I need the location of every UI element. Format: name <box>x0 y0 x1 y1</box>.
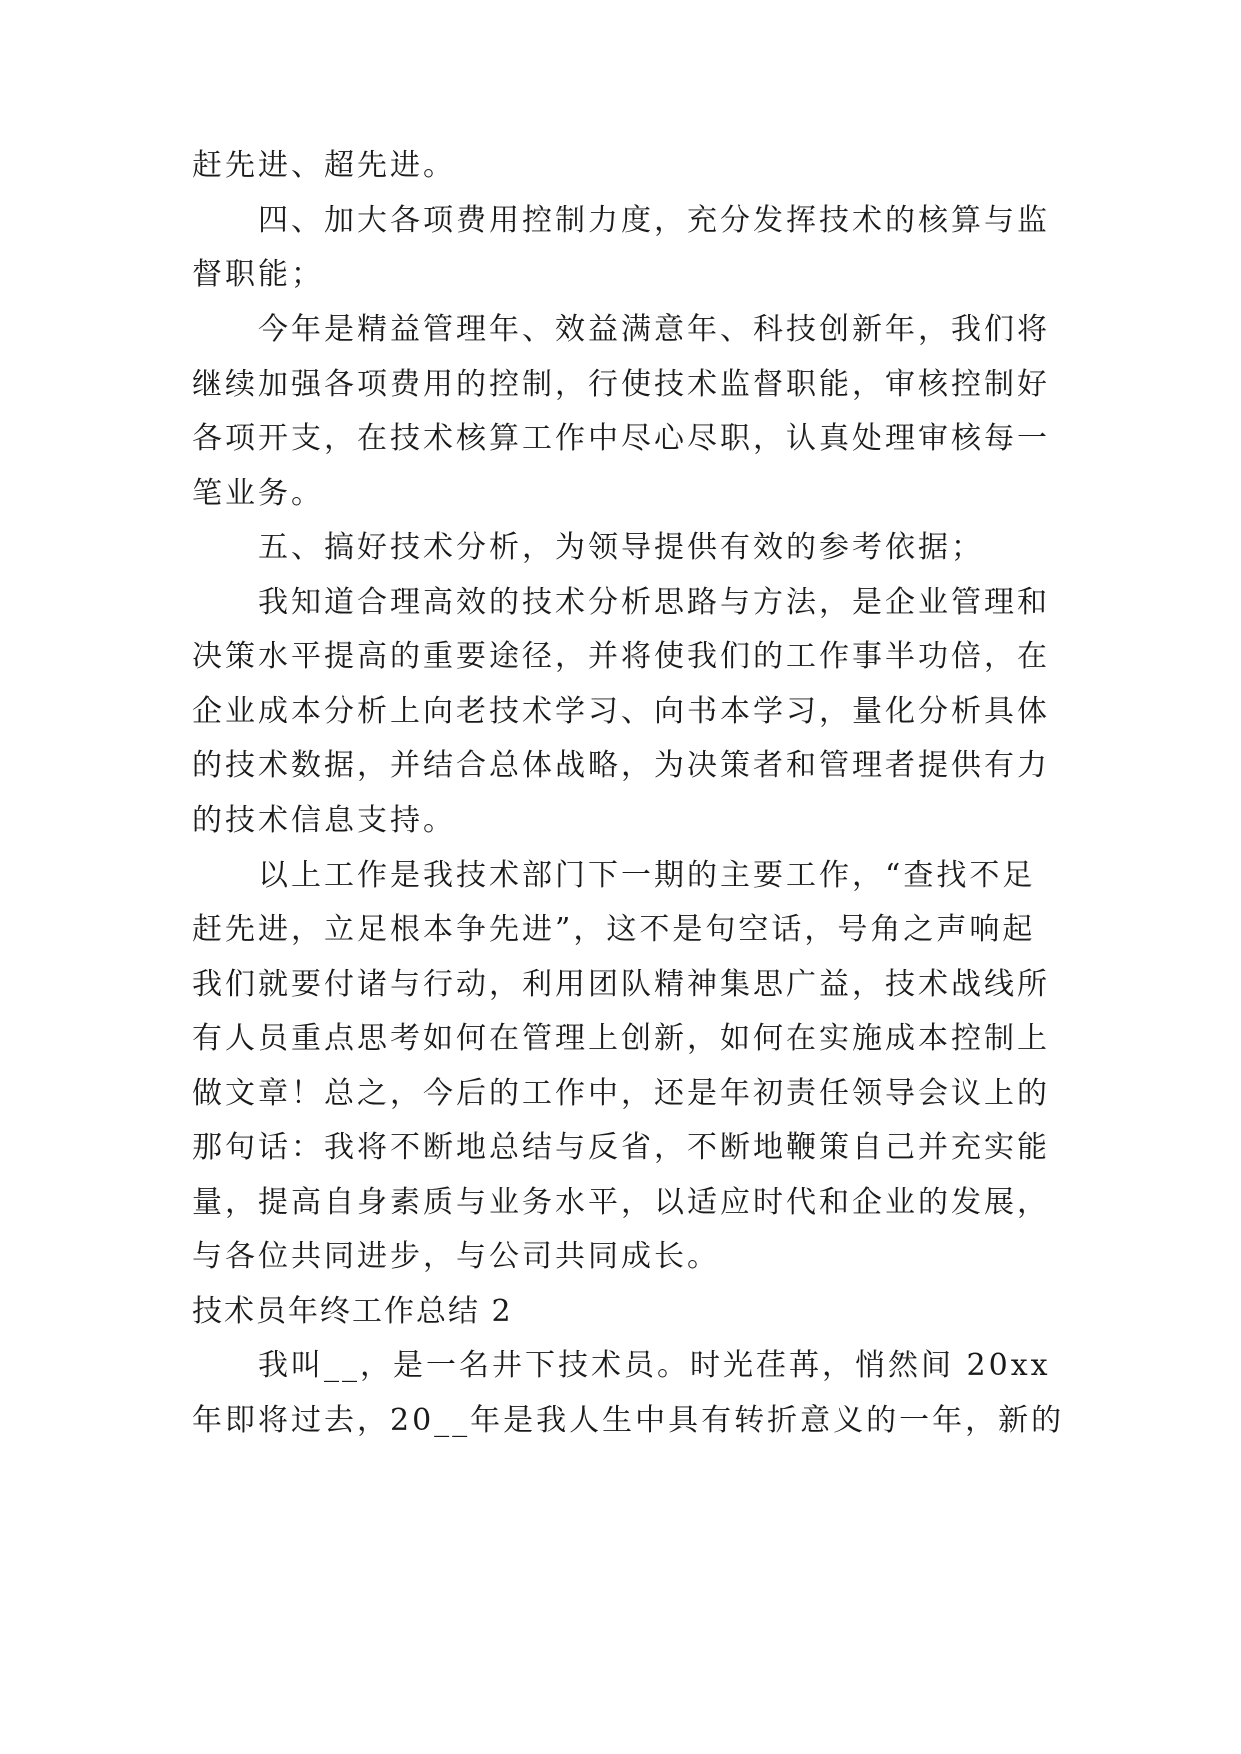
paragraph-line: 五、搞好技术分析，为领导提供有效的参考依据； <box>258 530 984 565</box>
paragraph-line: 以上工作是我技术部门下一期的主要工作，“查找不足 <box>258 858 1036 893</box>
paragraph-line: 我知道合理高效的技术分析思路与方法，是企业管理和 <box>258 585 1050 620</box>
paragraph-line: 年即将过去，20__年是我人生中具有转折意义的一年，新的 <box>192 1403 1065 1438</box>
paragraph-line: 的技术数据，并结合总体战略，为决策者和管理者提供有力 <box>192 748 1050 783</box>
paragraph-line: 量，提高自身素质与业务水平，以适应时代和企业的发展， <box>192 1185 1050 1220</box>
section-heading: 技术员年终工作总结 2 <box>192 1294 513 1329</box>
paragraph-line: 各项开支，在技术核算工作中尽心尽职，认真处理审核每一 <box>192 421 1050 456</box>
paragraph-line: 赶先进，立足根本争先进”，这不是句空话，号角之声响起 <box>192 912 1036 947</box>
paragraph-line: 的技术信息支持。 <box>192 803 456 838</box>
paragraph-line: 笔业务。 <box>192 476 324 511</box>
paragraph-line: 我叫__，是一名井下技术员。时光荏苒，悄然间 20xx <box>258 1348 1051 1383</box>
paragraph-line: 企业成本分析上向老技术学习、向书本学习，量化分析具体 <box>192 694 1050 729</box>
paragraph-line: 我们就要付诸与行动，利用团队精神集思广益，技术战线所 <box>192 967 1050 1002</box>
paragraph-line: 决策水平提高的重要途径，并将使我们的工作事半功倍，在 <box>192 639 1050 674</box>
paragraph-line: 与各位共同进步，与公司共同成长。 <box>192 1239 720 1274</box>
paragraph-line: 有人员重点思考如何在管理上创新，如何在实施成本控制上 <box>192 1021 1050 1056</box>
paragraph-line: 今年是精益管理年、效益满意年、科技创新年，我们将 <box>258 312 1050 347</box>
paragraph-line: 督职能； <box>192 257 324 292</box>
paragraph-line: 四、加大各项费用控制力度，充分发挥技术的核算与监 <box>258 203 1050 238</box>
paragraph-line: 赶先进、超先进。 <box>192 148 456 183</box>
paragraph-line: 做文章！总之，今后的工作中，还是年初责任领导会议上的 <box>192 1076 1050 1111</box>
paragraph-line: 那句话：我将不断地总结与反省，不断地鞭策自己并充实能 <box>192 1130 1050 1165</box>
paragraph-line: 继续加强各项费用的控制，行使技术监督职能，审核控制好 <box>192 367 1050 402</box>
